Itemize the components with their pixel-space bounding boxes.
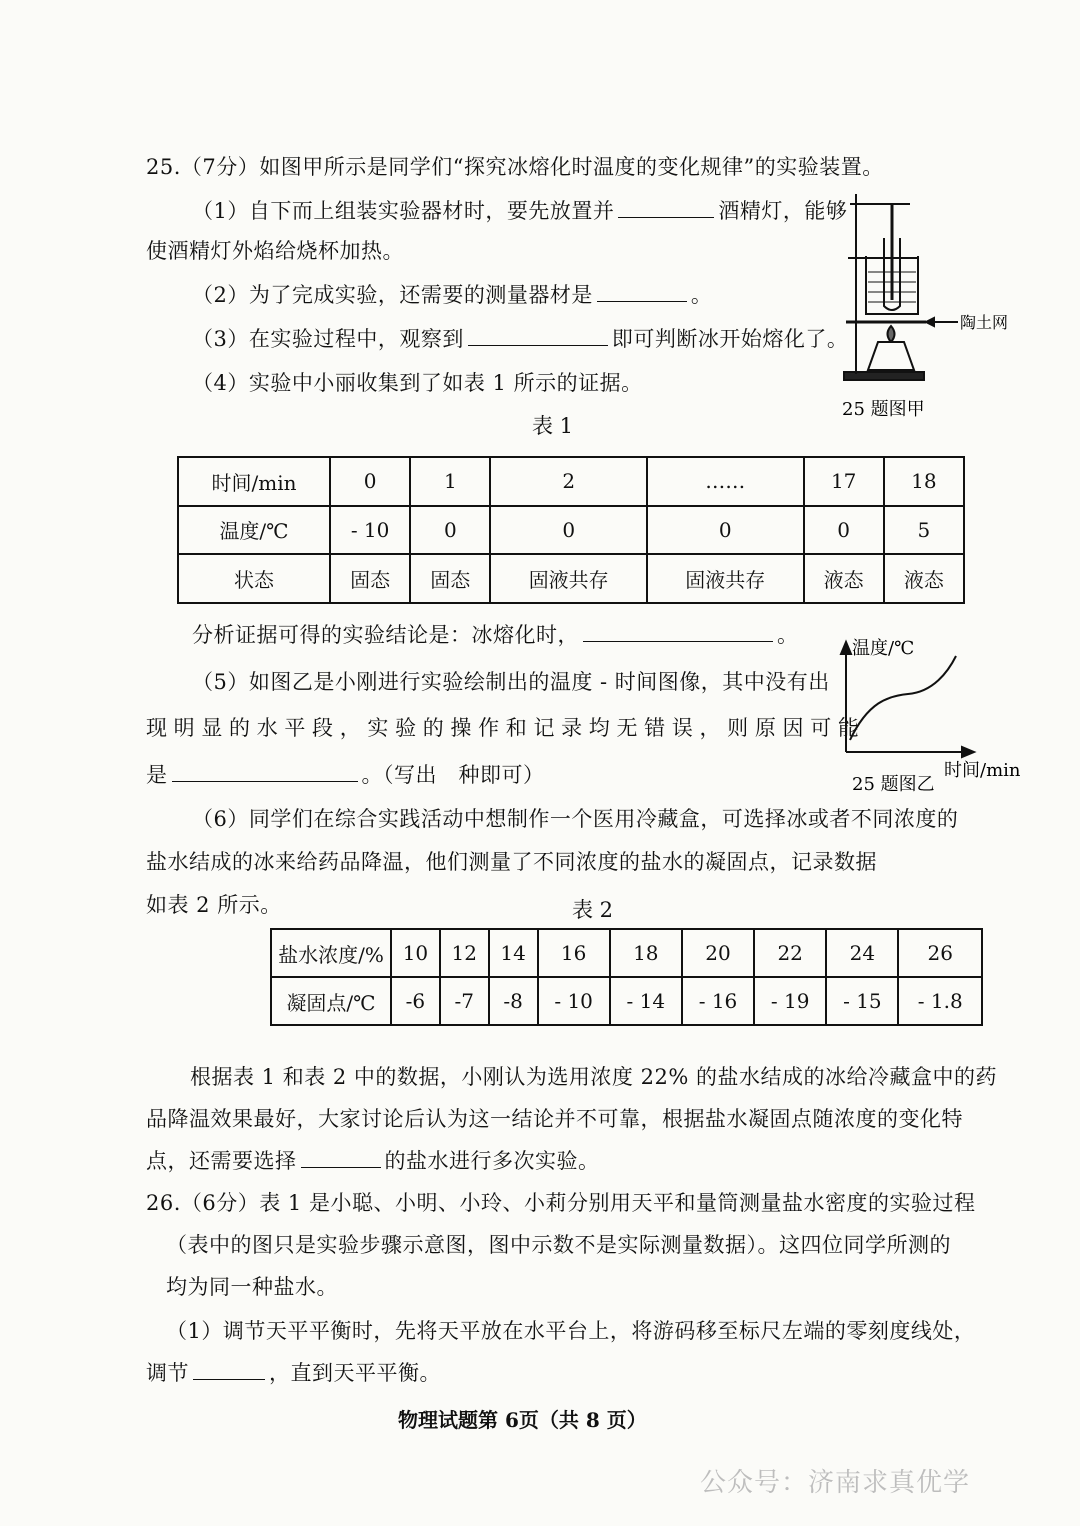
q25-part7: 根据表 1 和表 2 中的数据，小刚认为选用浓度 22% 的盐水结成的冰给冷藏盒中的药 — [190, 1065, 997, 1089]
table-cell: -8 — [489, 977, 538, 1025]
q25-conclusion — [192, 620, 799, 650]
table-cell: 1 — [410, 457, 490, 506]
q25-part5-end — [146, 760, 545, 790]
table-cell: 液态 — [884, 554, 964, 603]
table-cell: 14 — [489, 929, 538, 977]
table-cell: 16 — [538, 929, 610, 977]
table-cell: - 15 — [826, 977, 898, 1025]
q26-part1-cont — [146, 1358, 441, 1388]
table-cell: 0 — [330, 457, 410, 506]
q25-part3-text-a: （3）在实验过程中，观察到 — [192, 327, 464, 351]
table-cell: 时间/min — [178, 457, 330, 506]
alcohol-lamp — [868, 342, 914, 370]
table-cell: 24 — [826, 929, 898, 977]
table-cell: - 10 — [538, 977, 610, 1025]
q25-header: 25.（7分）如图甲所示是同学们“探究冰熔化时温度的变化规律”的实验装置。 — [146, 155, 884, 179]
table-row — [178, 554, 964, 603]
table-cell: 温度/℃ — [178, 506, 330, 555]
q25-part3 — [192, 324, 848, 354]
answer-blank[interactable] — [618, 197, 714, 218]
q25-conclusion-text-a: 分析证据可得的实验结论是：冰熔化时， — [192, 623, 579, 647]
table-cell: -6 — [391, 977, 440, 1025]
q26-part1-text-b: 调节 — [146, 1361, 189, 1385]
table-cell: 20 — [682, 929, 754, 977]
answer-blank[interactable] — [583, 621, 773, 642]
table-cell: 0 — [410, 506, 490, 555]
table-cell: - 10 — [330, 506, 410, 555]
table-cell: 固态 — [330, 554, 410, 603]
table-cell: - 19 — [754, 977, 826, 1025]
table-cell: 凝固点/℃ — [271, 977, 391, 1025]
answer-blank[interactable] — [597, 281, 687, 302]
q25-part7-end — [146, 1146, 600, 1176]
answer-blank[interactable] — [193, 1359, 265, 1380]
q25-part7-cont: 品降温效果最好，大家讨论后认为这一结论并不可靠，根据盐水凝固点随浓度的变化特 — [146, 1107, 963, 1131]
q25-part5-text-c: 是 — [146, 763, 168, 787]
table-cell: 17 — [804, 457, 884, 506]
table-cell: 状态 — [178, 554, 330, 603]
q25-part2 — [192, 280, 712, 310]
table2 — [270, 928, 983, 1026]
temperature-time-graph — [838, 632, 1034, 794]
answer-blank[interactable] — [172, 761, 358, 782]
graph-x-label: 时间/min — [944, 760, 1021, 781]
figure-caption-yi: 25 题图乙 — [852, 774, 935, 794]
table-cell: 5 — [884, 506, 964, 555]
q25-part7-text-c: 点，还需要选择 — [146, 1149, 297, 1173]
table-row — [178, 457, 964, 506]
table-cell: -7 — [440, 977, 489, 1025]
q25-part1-cont: 使酒精灯外焰给烧杯加热。 — [146, 239, 404, 263]
graph-y-label: 温度/℃ — [852, 638, 915, 659]
q25-part5-cont: 现 明 显 的 水 平 段 ， 实 验 的 操 作 和 记 录 均 无 错 误 ， 则 原 因 可 能 — [146, 716, 859, 740]
apparatus-figure — [838, 190, 1028, 422]
q25-part5-text-d: 。（写出 种即可） — [361, 763, 545, 787]
watermark: 公众号：济南求真优学 — [700, 1468, 971, 1498]
table-cell: 固态 — [410, 554, 490, 603]
page-footer: 物理试题第 6页（共 8 页） — [398, 1408, 647, 1432]
q25-part5: （5）如图乙是小刚进行实验绘制出的温度 - 时间图像，其中没有出 — [192, 670, 830, 694]
graph-curve — [850, 656, 956, 740]
q26-header: 26.（6分）表 1 是小聪、小明、小玲、小莉分别用天平和量筒测量盐水密度的实验过程 — [146, 1191, 976, 1215]
table-cell: 12 — [440, 929, 489, 977]
answer-blank[interactable] — [468, 325, 608, 346]
table-cell: 26 — [898, 929, 982, 977]
q26-part1: （1）调节天平平衡时，先将天平放在水平台上，将游码移至标尺左端的零刻度线处， — [166, 1319, 976, 1343]
table-cell: 18 — [884, 457, 964, 506]
ceramic-net-label: 陶土网 — [960, 313, 1009, 332]
table-cell: 10 — [391, 929, 440, 977]
q25-conclusion-text-b: 。 — [777, 623, 799, 647]
q25-part6-cont: 盐水结成的冰来给药品降温，他们测量了不同浓度的盐水的凝固点，记录数据 — [146, 850, 877, 874]
table-cell: 0 — [804, 506, 884, 555]
table-row — [271, 929, 982, 977]
table-cell: - 1.8 — [898, 977, 982, 1025]
table-row — [271, 977, 982, 1025]
q26-line3: 均为同一种盐水。 — [166, 1275, 338, 1299]
table-row — [178, 506, 964, 555]
q25-part4: （4）实验中小丽收集到了如表 1 所示的证据。 — [192, 371, 643, 395]
q25-part6: （6）同学们在综合实践活动中想制作一个医用冷藏盒，可选择冰或者不同浓度的 — [192, 807, 959, 831]
q25-part2-text-b: 。 — [690, 283, 713, 307]
q26-part1-text-c: ，直到天平平衡。 — [269, 1361, 441, 1385]
table-cell: 18 — [610, 929, 682, 977]
q25-part1-text-b: 酒精灯，能够 — [718, 199, 848, 223]
table-cell: - 14 — [610, 977, 682, 1025]
table-cell: 2 — [490, 457, 647, 506]
q25-part6-end: 如表 2 所示。 — [146, 893, 282, 917]
table-cell: 0 — [647, 506, 804, 555]
flame — [888, 326, 895, 342]
table-cell: …… — [647, 457, 804, 506]
q25-part3-text-b: 即可判断冰开始熔化了。 — [611, 327, 849, 351]
table-cell: 液态 — [804, 554, 884, 603]
table-cell: 22 — [754, 929, 826, 977]
table-cell: 盐水浓度/% — [271, 929, 391, 977]
table2-caption: 表 2 — [572, 898, 614, 922]
answer-blank[interactable] — [301, 1147, 381, 1168]
q25-part1 — [192, 196, 847, 226]
table-cell: 0 — [490, 506, 647, 555]
table-cell: 固液共存 — [647, 554, 804, 603]
figure-caption-jia: 25 题图甲 — [842, 399, 925, 420]
q25-part7-text-d: 的盐水进行多次实验。 — [384, 1149, 600, 1173]
table-cell: 固液共存 — [490, 554, 647, 603]
table1 — [177, 456, 965, 604]
table1-caption: 表 1 — [532, 414, 574, 438]
q26-line2: （表中的图只是实验步骤示意图，图中示数不是实际测量数据）。这四位同学所测的 — [166, 1233, 951, 1257]
q25-part1-text-a: （1）自下而上组装实验器材时，要先放置并 — [192, 199, 615, 223]
q25-part2-text-a: （2）为了完成实验，还需要的测量器材是 — [192, 283, 593, 307]
table-cell: - 16 — [682, 977, 754, 1025]
